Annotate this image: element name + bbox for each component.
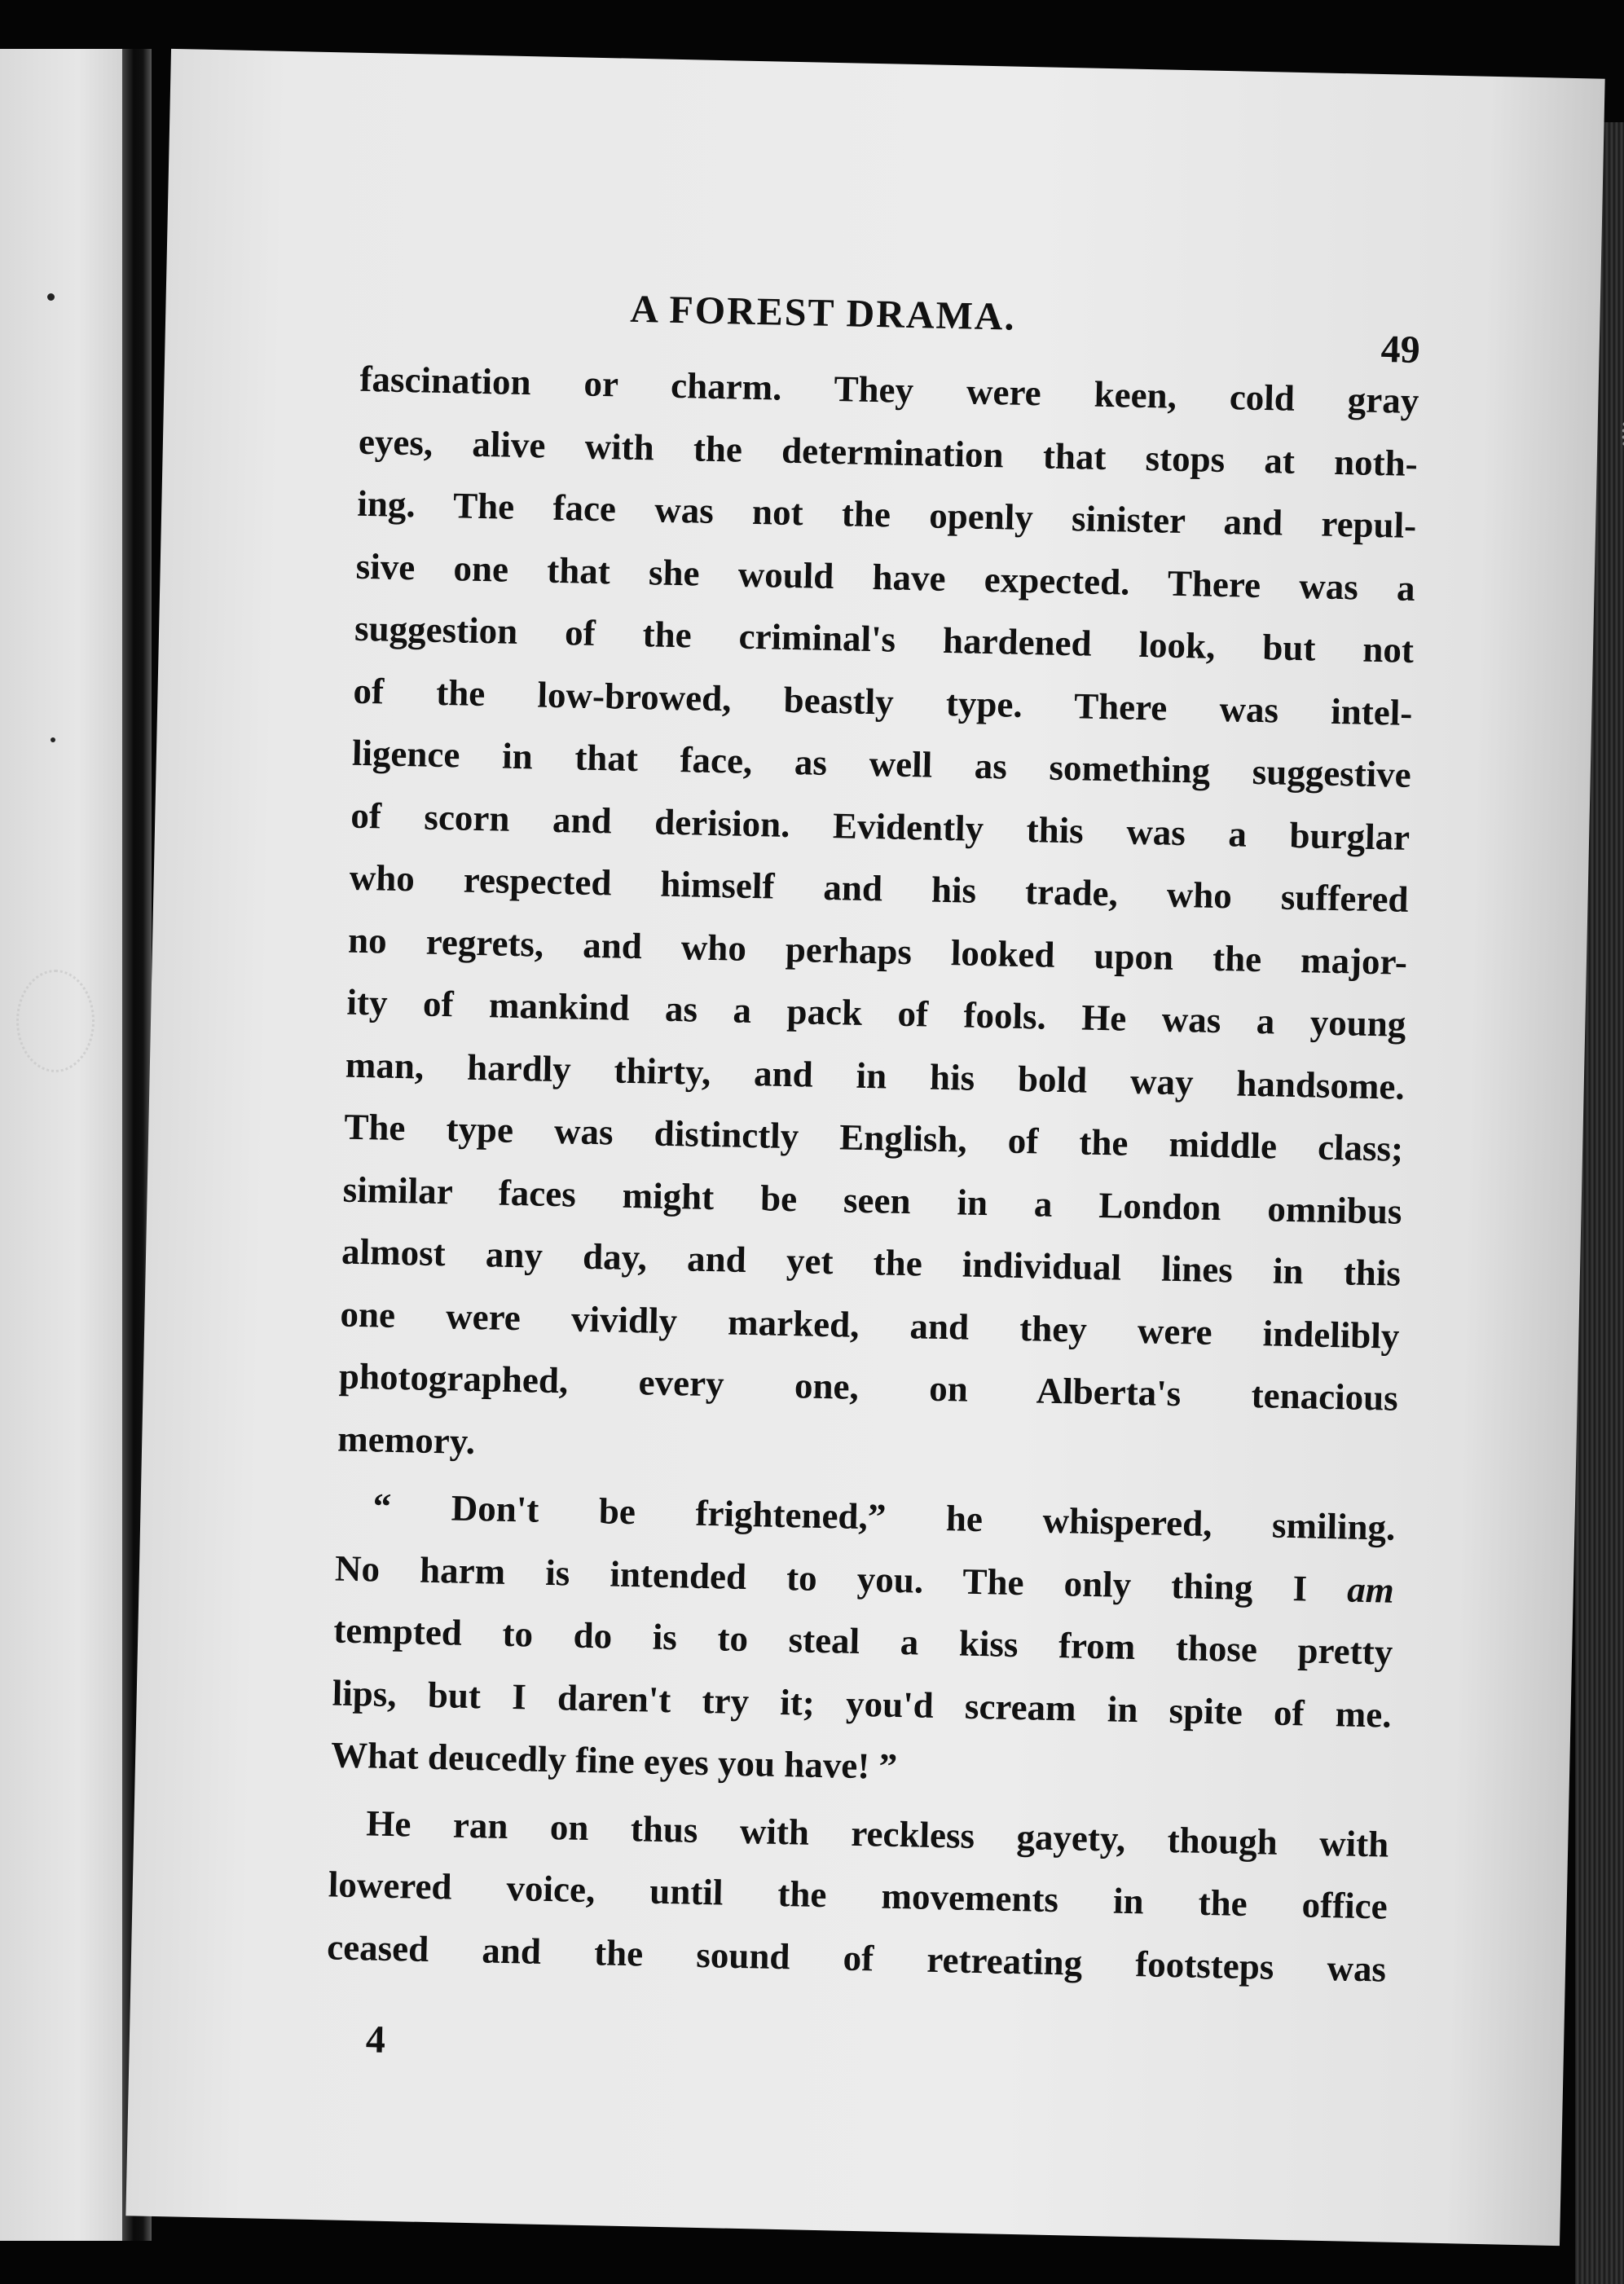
left-facing-page — [0, 49, 130, 2241]
text-line: ity of mankind as a pack of fools. He was a young — [346, 981, 1406, 1045]
faint-stamp-mark — [16, 970, 95, 1072]
page-text-block — [326, 273, 1421, 2062]
signature-mark: 4 — [365, 2018, 386, 2062]
text-line: lips, but I daren't try it; you'd scream in spite of me. — [332, 1671, 1393, 1736]
text-line: no regrets, and who perhaps looked upon the major- — [347, 919, 1408, 983]
text-line: What deucedly fine eyes you have! ” — [330, 1734, 898, 1787]
text-line: lowered voice, until the movements in the office — [328, 1864, 1389, 1927]
dust-speck — [47, 293, 55, 301]
text-line: almost any day, and yet the individual lines in this — [341, 1230, 1402, 1294]
text-line: photographed, every one, on Alberta's tenacious — [338, 1355, 1399, 1419]
text-line: ligence in that face, as well as something suggestive — [351, 732, 1412, 795]
dust-speck — [51, 737, 55, 742]
text-line: tempted to do is to steal a kiss from those pretty — [332, 1609, 1393, 1673]
text-line: similar faces might be seen in a London omnibus — [342, 1168, 1403, 1232]
running-head — [361, 273, 1421, 372]
italic-word: am — [1346, 1569, 1395, 1611]
text-line: He ran on thus with reckless gayety, though with — [365, 1802, 1389, 1865]
book-page — [125, 49, 1604, 2246]
text-line: suggestion of the criminal's hardened look, but not — [354, 607, 1415, 671]
text-fragment: No harm is intended to you. The only thing I — [334, 1547, 1348, 1609]
text-line: ing. The face was not the openly sinister and repul- — [356, 482, 1417, 546]
text-line: man, hardly thirty, and in his bold way handsome. — [345, 1044, 1406, 1107]
text-line: “ Don't be frightened,” he whispered, smiling. — [372, 1485, 1396, 1548]
text-line: memory. — [337, 1418, 476, 1462]
text-line: ceased and the sound of retreating footsteps was — [326, 1925, 1387, 1990]
running-title: A FOREST DRAMA. — [629, 287, 1017, 339]
page-number: 49 — [1380, 328, 1421, 372]
body-text — [327, 348, 1420, 2000]
text-line: of scorn and derision. Evidently this was a burglar — [350, 794, 1411, 858]
text-line: The type was distinctly English, of the middle class; — [343, 1106, 1404, 1169]
text-line: one were vividly marked, and they were indelibly — [340, 1293, 1400, 1357]
text-line: eyes, alive with the determination that stops at noth- — [358, 420, 1419, 484]
text-line: fascination or charm. They were keen, cold gray — [359, 358, 1419, 422]
text-line: who respected himself and his trade, who suffered — [349, 856, 1410, 920]
text-line: of the low-browed, beastly type. There was intel- — [353, 670, 1413, 733]
text-line: sive one that she would have expected. There was a — [355, 545, 1416, 609]
